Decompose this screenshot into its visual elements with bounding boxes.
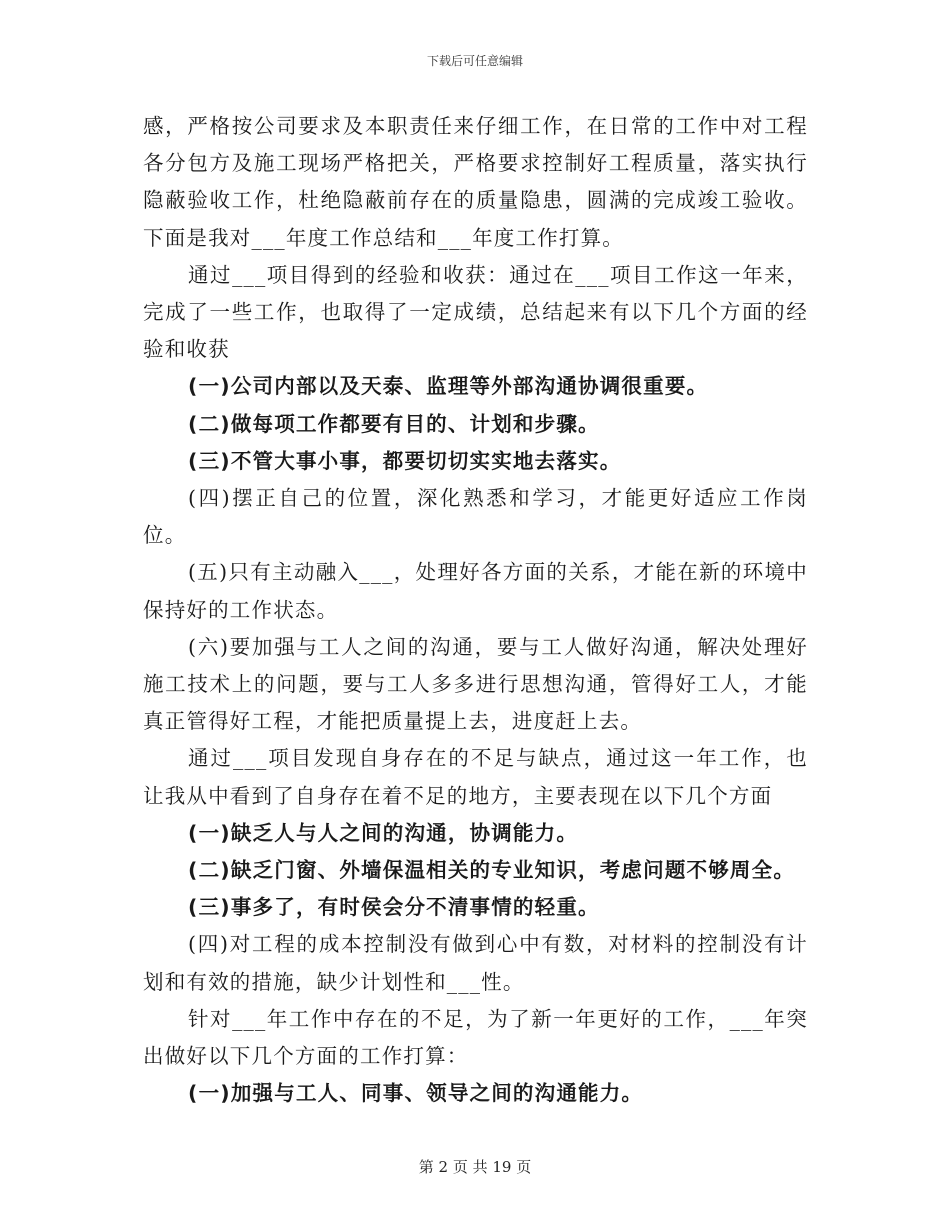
shortcoming-item-1: (一)缺乏人与人之间的沟通，协调能力。 (188, 820, 579, 845)
page-footer: 第 2 页 共 19 页 (418, 1158, 532, 1176)
experience-item-5: (五)只有主动融入___，处理好各方面的关系，才能在新的环境中保持好的工作状态。 (143, 560, 808, 622)
document-body (143, 108, 808, 1112)
shortcoming-item-4: (四)对工程的成本控制没有做到心中有数，对材料的控制没有计划和有效的措施，缺少计划性和___性。 (143, 932, 808, 994)
page-header: 下载后可任意编辑 (426, 54, 523, 68)
plan-item-1: (一)加强与工人、同事、领导之间的沟通能力。 (188, 1081, 644, 1106)
paragraph-shortcomings-intro: 通过___项目发现自身存在的不足与缺点，通过这一年工作，也让我从中看到了自身存在着不足的地方，主要表现在以下几个方面 (143, 746, 808, 808)
experience-item-4: (四)摆正自己的位置，深化熟悉和学习，才能更好适应工作岗位。 (143, 486, 808, 548)
paragraph-continuation: 感，严格按公司要求及本职责任来仔细工作，在日常的工作中对工程各分包方及施工现场严格把关，严格要求控制好工程质量，落实执行隐蔽验收工作，杜绝隐蔽前存在的质量隐患，圆满的完成竣工验收。下面是我对___年度工作总结和___年度工作打算。 (143, 114, 808, 250)
experience-item-1: (一)公司内部以及天泰、监理等外部沟通协调很重要。 (188, 374, 709, 399)
experience-item-2: (二)做每项工作都要有目的、计划和步骤。 (188, 411, 600, 436)
shortcoming-item-2: (二)缺乏门窗、外墙保温相关的专业知识，考虑问题不够周全。 (188, 858, 796, 883)
experience-item-3: (三)不管大事小事，都要切切实实地去落实。 (188, 448, 622, 473)
paragraph-plan-intro: 针对___年工作中存在的不足，为了新一年更好的工作，___年突出做好以下几个方面的工作打算： (143, 1006, 808, 1069)
experience-item-6: (六)要加强与工人之间的沟通，要与工人做好沟通，解决处理好施工技术上的问题，要与工人多多进行思想沟通，管得好工人，才能真正管得好工程，才能把质量提上去，进度赶上去。 (143, 634, 808, 734)
paragraph-experience-intro: 通过___项目得到的经验和收获：通过在___项目工作这一年来，完成了一些工作，也取得了一定成绩，总结起来有以下几个方面的经验和收获 (143, 262, 808, 362)
shortcoming-item-3: (三)事多了，有时侯会分不清事情的轻重。 (188, 895, 600, 920)
